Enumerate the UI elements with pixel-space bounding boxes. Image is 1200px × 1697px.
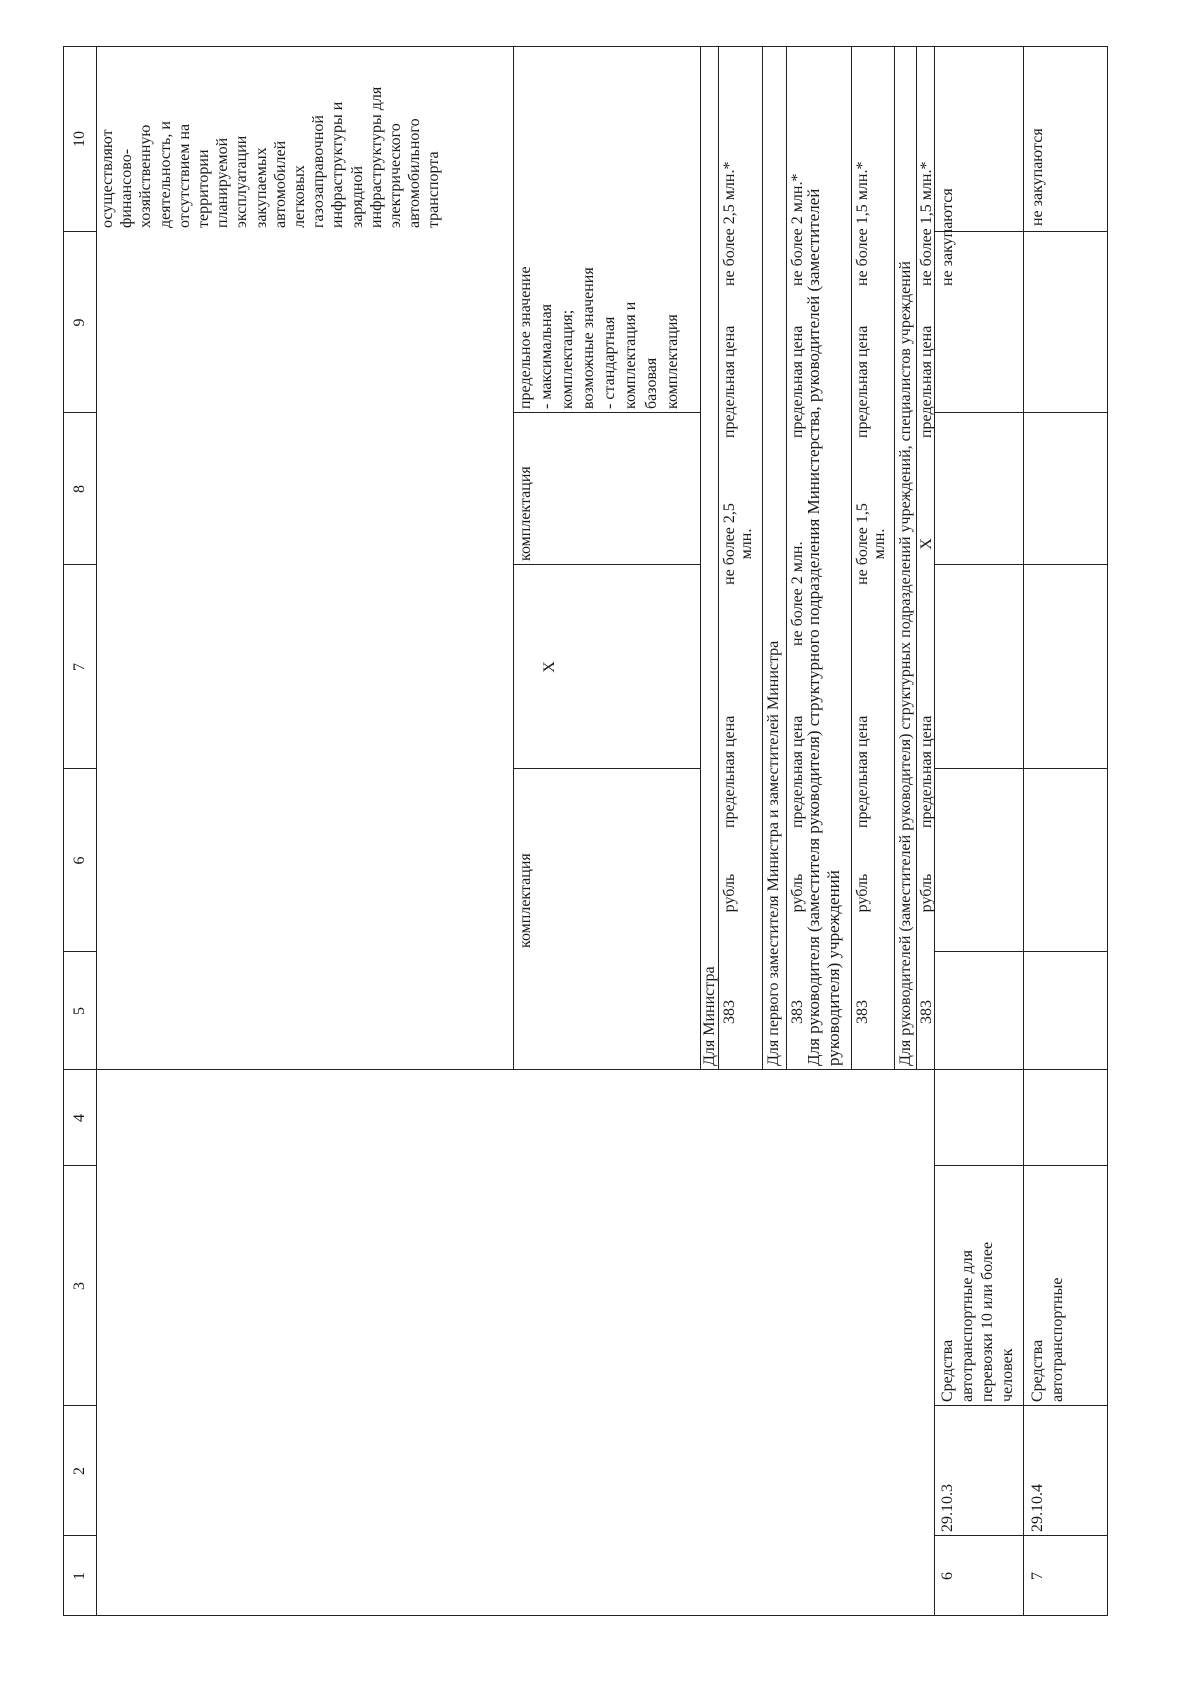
group-2-unit: рубль (789, 873, 806, 913)
group-2-col6: предельная цена (789, 715, 806, 828)
header-col-5: 5 (71, 1007, 88, 1015)
row-6-num: 6 (939, 1572, 956, 1580)
header-col-2: 2 (71, 1467, 88, 1475)
group-1-col9: не более 2,5 млн.* (721, 161, 738, 286)
group-2-col7: не более 2 млн. (789, 541, 806, 646)
group-2-code: 383 (789, 1000, 806, 1024)
group-1-col7: не более 2,5 млн. (721, 503, 755, 585)
row-6-code: 29.10.3 (939, 1484, 956, 1532)
row-7-num: 7 (1029, 1572, 1046, 1580)
komplekt-col8: комплектация (517, 466, 534, 561)
group-3-code: 383 (854, 1000, 871, 1024)
group-4-col9: не более 1,5 млн.* (918, 161, 935, 286)
group-1-col6: предельная цена (721, 715, 738, 828)
group-4-col6: предельная цена (918, 715, 935, 828)
header-col-8: 8 (71, 485, 88, 493)
header-col-6: 6 (71, 856, 88, 865)
group-1-unit: рубль (721, 873, 738, 913)
group-2-col8: предельная цена (789, 325, 806, 438)
row-6-col9: не закупаются (939, 188, 956, 286)
header-col-10: 10 (71, 131, 88, 147)
rotated-table: 1 2 3 4 5 6 7 8 9 10 осуществляют финансово- хозяйственную деятельность, и отсутствием на территории планируемой эксплуатации закупаемых автомобилей легковых газозаправочной инфраструктуры и зарядной инфраструктуры для электрического автомобильного транспорта комплектация X комплектация предельное значение - максимальная комплектация; возможные значения - стандартная комплектация и базовая комплектация Для Министра 383 рубль предельная цена не более 2,5 млн. предельная цена не более 2,5 млн.* Для первого заместителя Министра и заместителей Министра 383 рубль предельная цена не более 2 млн. предельная цена не более 2 млн.* Для руководителя (заместителя руководителя) структурного подразделения Министерства, руководителей (заместителей руководителя) учреждений 383 рубль предельная цена не более 1,5 млн. предельная цена не более 1,5 млн.* Для руководителей (заместителей руководителя) структурных подразделений учреждений, специалистов учреждений 383 рубль предельная цена X предельная цена не более 1,5 млн.* 6 29.10.3 Средства автотранспортные для перевозки 10 или более человек не закупаются 7 29.10.4 Средства автотранспортные не закупаются (63, 46, 1108, 1616)
group-3-col9: не более 1,5 млн.* (854, 161, 871, 286)
group-4-unit: рубль (918, 873, 935, 913)
row-7-code: 29.10.4 (1029, 1484, 1046, 1532)
row-7-col9: не закупаются (1029, 128, 1046, 226)
group-3-col8: предельная цена (854, 325, 871, 438)
header-col-9: 9 (71, 318, 88, 327)
group-3-col6: предельная цена (854, 715, 871, 828)
komplekt-col7: X (541, 661, 558, 673)
komplekt-col6: комплектация (517, 853, 534, 948)
group-4-code: 383 (918, 1000, 935, 1024)
group-4-col7: X (918, 538, 935, 550)
group-4-col8: предельная цена (918, 325, 935, 438)
group-2-col9: не более 2 млн.* (789, 173, 806, 286)
group-3-unit: рубль (854, 873, 871, 913)
header-col-1: 1 (71, 1572, 88, 1580)
header-col-7: 7 (71, 663, 88, 671)
group-title-minister: Для Министра (701, 966, 718, 1066)
group-1-col8: предельная цена (721, 325, 738, 438)
group-3-col7: не более 1,5 млн. (854, 503, 888, 585)
group-title-specialists: Для руководителей (заместителей руководителя) структурных подразделений учреждений, специалистов учреждений (897, 261, 914, 1066)
group-1-code: 383 (721, 1000, 738, 1024)
header-col-3: 3 (71, 1282, 88, 1290)
header-col-4: 4 (71, 1114, 88, 1122)
group-title-deputies: Для первого заместителя Министра и заместителей Министра (765, 640, 782, 1066)
